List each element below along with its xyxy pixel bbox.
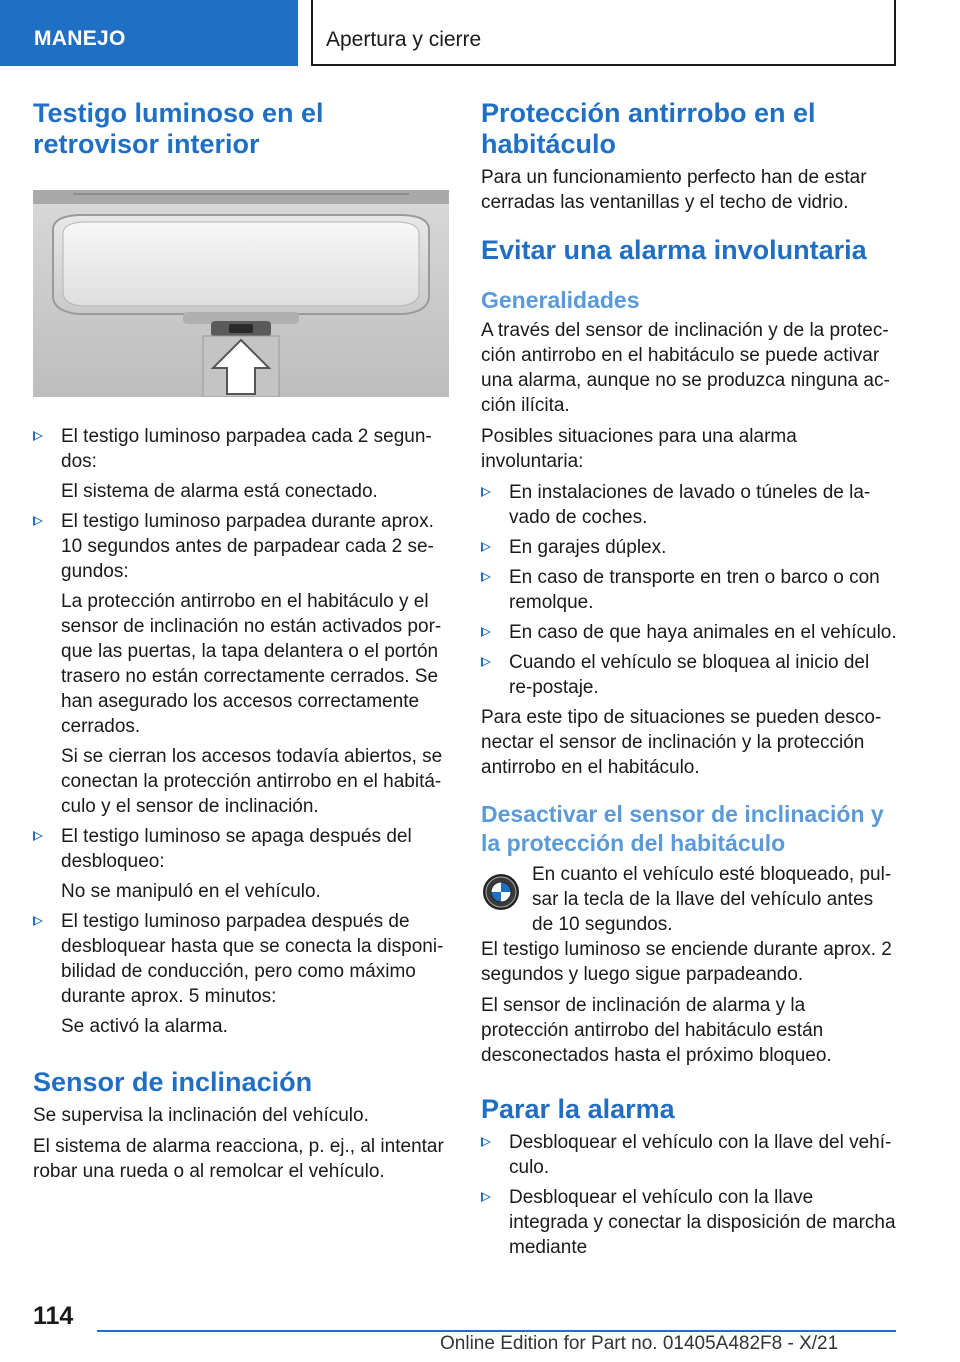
heading-general: Generalidades xyxy=(481,287,640,313)
bullet-triangle-icon xyxy=(33,516,43,526)
list-item-text: En instalaciones de lavado o túneles de la‐vado de coches. xyxy=(509,482,871,528)
bullet-triangle-icon xyxy=(33,831,43,841)
bullet-triangle-icon xyxy=(481,572,491,582)
list-item-text: Cuando el vehículo se bloquea al inicio del re‐postaje. xyxy=(509,652,870,698)
bullet-triangle-icon xyxy=(481,487,491,497)
section-title: MANEJO xyxy=(34,27,126,50)
list-item-text: En caso de que haya animales en el vehículo. xyxy=(509,622,897,643)
bullet-triangle-icon xyxy=(33,431,43,441)
tilt-paragraph-2: El sistema de alarma reacciona, p. ej., al intentar robar una rueda o al remolcar el vehículo. xyxy=(33,1136,444,1182)
bullet-triangle-icon xyxy=(481,657,491,667)
footer-rule xyxy=(97,1330,896,1332)
tilt-paragraph-1: Se supervisa la inclinación del vehículo. xyxy=(33,1105,369,1126)
mirror-indicator-list xyxy=(33,424,449,1039)
list-item-text: Desbloquear el vehículo con la llave del vehí‐culo. xyxy=(509,1132,892,1178)
interior-paragraph: Para un funcionamiento perfecto han de estar cerradas las ventanillas y el techo de vidrio. xyxy=(481,167,867,213)
list-item xyxy=(481,535,897,560)
list-item xyxy=(481,1130,897,1180)
list-item xyxy=(481,1185,897,1260)
rearview-mirror-image xyxy=(33,190,449,397)
chapter-tab xyxy=(311,0,896,66)
list-item xyxy=(33,424,449,504)
list-item-detail: No se manipuló en el vehículo. xyxy=(61,881,321,902)
page-number: 114 xyxy=(33,1302,74,1330)
bullet-triangle-icon xyxy=(481,627,491,637)
bullet-triangle-icon xyxy=(481,1137,491,1147)
heading-stop-alarm: Parar la alarma xyxy=(481,1094,675,1124)
list-item xyxy=(481,480,897,530)
list-item xyxy=(33,509,449,819)
bullet-triangle-icon xyxy=(481,1192,491,1202)
list-item xyxy=(481,650,897,700)
list-item xyxy=(481,565,897,615)
list-item-text: El testigo luminoso parpadea cada 2 segun‐dos: xyxy=(61,426,432,472)
stop-alarm-list xyxy=(481,1130,897,1260)
list-item-detail: Si se cierran los accesos todavía abiertos, se conectan la protección antirrobo en el habitá‐culo y el sensor de inclinación. xyxy=(61,746,443,817)
deactivate-paragraph-3: El sensor de inclinación de alarma y la protección antirrobo del habitáculo están desconectados hasta el próximo bloqueo. xyxy=(481,995,832,1066)
list-item xyxy=(33,824,449,904)
list-item-text: En caso de transporte en tren o barco o con remolque. xyxy=(509,567,880,613)
list-item-text: En garajes dúplex. xyxy=(509,537,667,558)
heading-deactivate: Desactivar el sensor de inclinación y la protección del habitáculo xyxy=(481,801,884,856)
deactivate-paragraph-2: El testigo luminoso se enciende durante aprox. 2 segundos y luego sigue parpadeando. xyxy=(481,939,892,985)
false-alarm-situations-list xyxy=(481,480,897,700)
list-item-text: El testigo luminoso parpadea durante aprox. 10 segundos antes de parpadear cada 2 se‐gundos: xyxy=(61,511,434,582)
left-column xyxy=(33,98,449,1190)
heading-tilt-sensor: Sensor de inclinación xyxy=(33,1067,313,1097)
chapter-title: Apertura y cierre xyxy=(326,28,482,51)
list-item-text: El testigo luminoso parpadea después de desbloquear hasta que se conecta la disponi‐bilidad de conducción, pero como máximo durante aprox. 5 minutos: xyxy=(61,911,444,1007)
vehicle-key-icon xyxy=(481,872,521,912)
general-paragraph-1: A través del sensor de inclinación y de la protec‐ción antirrobo en el habitáculo se puede activar una alarma, aunque no se produzca ninguna ac‐ción ilícita. xyxy=(481,320,890,416)
list-item-detail: El sistema de alarma está conectado. xyxy=(61,481,378,502)
general-paragraph-2: Posibles situaciones para una alarma involuntaria: xyxy=(481,426,797,472)
list-item-text: Desbloquear el vehículo con la llave integrada y conectar la disposición de marcha mediante xyxy=(509,1187,896,1258)
footer-edition: Online Edition for Part no. 01405A482F8 - X/21 xyxy=(440,1333,839,1354)
bullet-triangle-icon xyxy=(481,542,491,552)
heading-mirror-indicator: Testigo luminoso en el retrovisor interior xyxy=(33,98,324,159)
deactivate-key-row xyxy=(481,862,897,937)
list-item xyxy=(33,909,449,1039)
bullet-triangle-icon xyxy=(33,916,43,926)
right-column xyxy=(481,98,897,1265)
list-item-text: El testigo luminoso se apaga después del desbloqueo: xyxy=(61,826,412,872)
general-paragraph-3: Para este tipo de situaciones se pueden desco‐nectar el sensor de inclinación y la protección antirrobo en el habitáculo. xyxy=(481,707,882,778)
deactivate-paragraph-1: En cuanto el vehículo esté bloqueado, pul‐sar la tecla de la llave del vehículo antes de 10 segundos. xyxy=(532,864,892,935)
section-tab xyxy=(0,0,298,66)
list-item xyxy=(481,620,897,645)
list-item-detail: La protección antirrobo en el habitáculo y el sensor de inclinación no están activados por‐que las puertas, la tapa delantera o el portón trasero no están correctamente cerrados. Se han asegurado los accesos correctamente cerrados. xyxy=(61,591,442,737)
heading-avoid-false-alarm: Evitar una alarma involuntaria xyxy=(481,235,867,265)
heading-interior-protection: Protección antirrobo en el habitáculo xyxy=(481,98,816,159)
list-item-detail: Se activó la alarma. xyxy=(61,1016,228,1037)
